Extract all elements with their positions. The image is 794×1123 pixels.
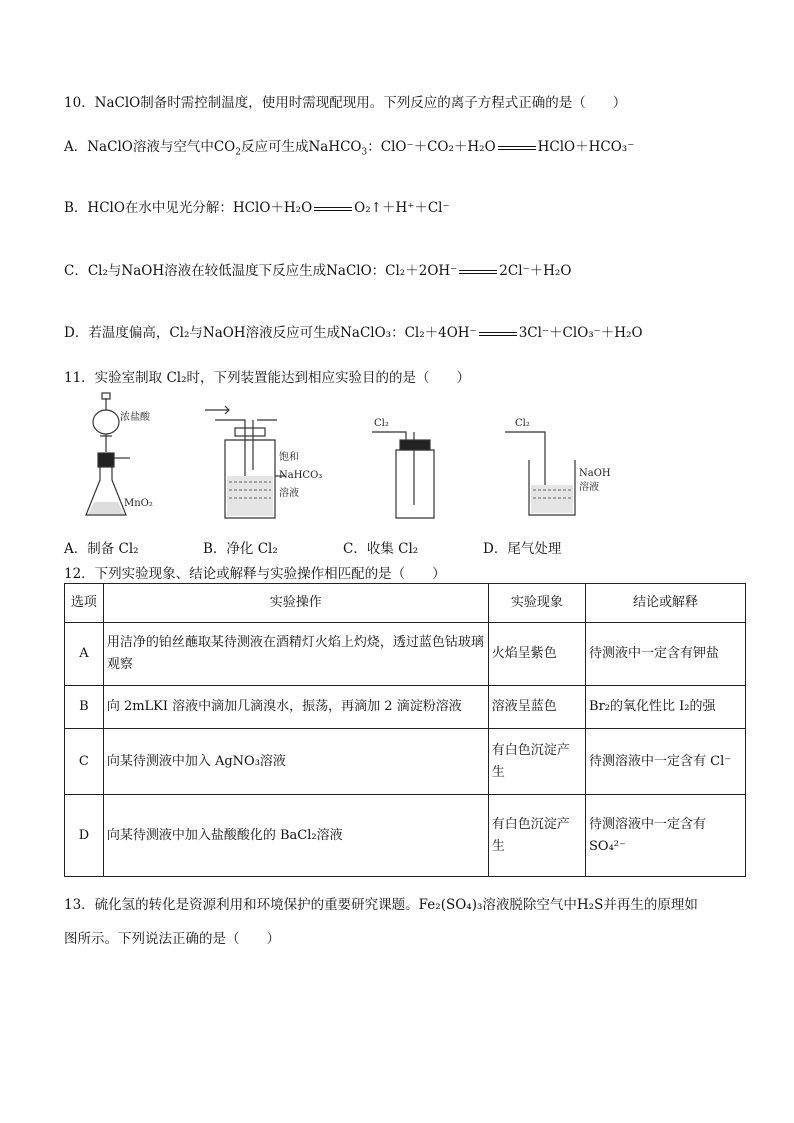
naoh-solution-label: 溶液 [579, 482, 599, 493]
q13-line-1: 13．硫化氢的转化是资源利用和环境保护的重要研究课题。Fe₂(SO₄)₃溶液脱除空气中H₂S并再生的原理如 [64, 897, 698, 913]
row-c-conclusion: 待测溶液中一定含有 Cl⁻ [586, 729, 746, 795]
solution-label: 溶液 [279, 488, 299, 499]
figure-b-wash-bottle [205, 390, 335, 525]
cl2-inlet-label-c: Cl₂ [374, 418, 389, 429]
header-conclusion: 结论或解释 [586, 584, 746, 623]
q12-stem: 12．下列实验现象、结论或解释与实验操作相匹配的是（ ） [64, 566, 446, 582]
figure-a-generator [80, 390, 170, 525]
q10-option-c: C．Cl₂与NaOH溶液在较低温度下反应生成NaClO：Cl₂＋2OH⁻ 2Cl⁻＋H₂O [64, 263, 572, 279]
header-option: 选项 [65, 584, 104, 623]
row-c-operation: 向某待测液中加入 AgNO₃溶液 [103, 729, 488, 795]
q11-stem: 11．实验室制取 Cl₂时，下列装置能达到相应实验目的的是（ ） [64, 370, 471, 386]
row-d-option: D [65, 795, 104, 877]
caption-c: C．收集 Cl₂ [343, 541, 419, 557]
row-b-conclusion: Br₂的氧化性比 I₂的强 [586, 686, 746, 729]
row-a-operation: 用洁净的铂丝蘸取某待测液在酒精灯火焰上灼烧，透过蓝色钴玻璃观察 [103, 623, 488, 686]
cl2-inlet-label-d: Cl₂ [515, 418, 530, 429]
row-c-option: C [65, 729, 104, 795]
conc-hcl-label: 浓盐酸 [120, 412, 150, 423]
figure-c-collection-bottle [370, 390, 460, 525]
row-a-phenomenon: 火焰呈紫色 [488, 623, 585, 686]
saturated-label: 饱和 [279, 452, 299, 463]
row-b-operation: 向 2mLKI 溶液中滴加几滴溴水，振荡，再滴加 2 滴淀粉溶液 [103, 686, 488, 729]
header-phenomenon: 实验现象 [488, 584, 585, 623]
row-b-phenomenon: 溶液呈蓝色 [488, 686, 585, 729]
q12-table [64, 583, 746, 877]
figure-d-tail-gas-beaker [505, 390, 615, 525]
row-d-conclusion: 待测溶液中一定含有 SO₄²⁻ [586, 795, 746, 877]
row-d-phenomenon: 有白色沉淀产生 [488, 795, 585, 877]
naoh-label: NaOH [579, 468, 611, 479]
q10-stem: 10．NaClO制备时需控制温度，使用时需现配现用。下列反应的离子方程式正确的是（ ） [64, 95, 627, 111]
row-c-phenomenon: 有白色沉淀产生 [488, 729, 585, 795]
table-row [65, 686, 746, 729]
caption-b: B．净化 Cl₂ [203, 541, 278, 557]
row-b-option: B [65, 686, 104, 729]
table-row [65, 795, 746, 877]
caption-a: A．制备 Cl₂ [64, 541, 139, 557]
table-header-row [65, 584, 746, 623]
q10-option-d: D．若温度偏高，Cl₂与NaOH溶液反应可生成NaClO₃：Cl₂＋4OH⁻ 3Cl⁻＋ClO₃⁻＋H₂O [64, 325, 643, 341]
table-row [65, 623, 746, 686]
caption-d: D．尾气处理 [483, 541, 562, 557]
row-a-conclusion: 待测液中一定含有钾盐 [586, 623, 746, 686]
q13-line-2: 图所示。下列说法正确的是（ ） [64, 931, 280, 947]
q10-option-b: B．HClO在水中见光分解：HClO＋H₂O O₂↑＋H⁺＋Cl⁻ [64, 200, 450, 216]
nahco3-label: NaHCO₃ [279, 470, 323, 481]
mno2-label: MnO₂ [124, 498, 153, 509]
q10-option-a: A．NaClO溶液与空气中$CO_2$反应可生成NaHCO$_3$：ClO⁻＋CO₂＋H₂O HClO＋HCO₃⁻ [64, 139, 635, 158]
header-operation: 实验操作 [103, 584, 488, 623]
row-d-operation: 向某待测液中加入盐酸酸化的 BaCl₂溶液 [103, 795, 488, 877]
table-row [65, 729, 746, 795]
row-a-option: A [65, 623, 104, 686]
